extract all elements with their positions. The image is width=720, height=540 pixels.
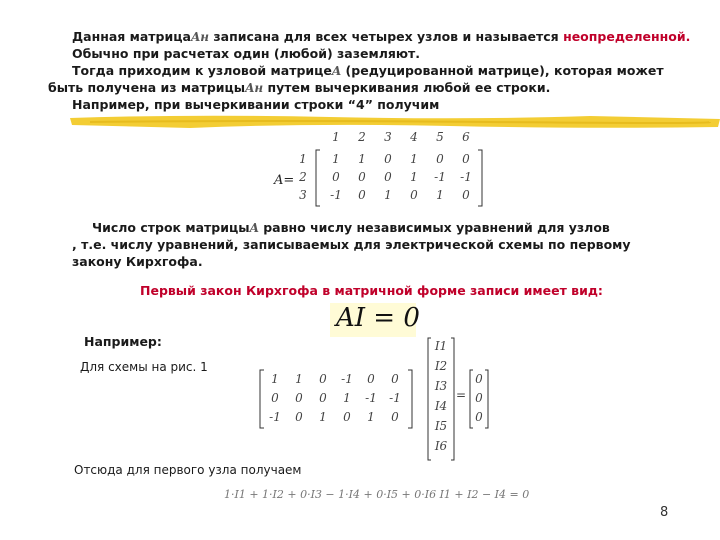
current-entry: I5 bbox=[434, 419, 448, 433]
example-label: Например: bbox=[84, 334, 162, 349]
para2-line1 bbox=[92, 220, 610, 236]
text-span: равно числу независимых уравнений для узлов bbox=[258, 220, 610, 235]
matrix-a-cell: 1 bbox=[436, 188, 444, 202]
matrix-a-col-header: 3 bbox=[384, 130, 392, 144]
matrix-a-cell: 0 bbox=[384, 152, 392, 166]
page-number: 8 bbox=[660, 505, 669, 520]
matrix-a-cell: 1 bbox=[410, 170, 418, 184]
matrix2-cell: 0 bbox=[295, 410, 303, 424]
current-entry: I3 bbox=[434, 379, 448, 393]
yellow-brush-divider bbox=[70, 110, 720, 132]
highlight-word: неопределенной. bbox=[563, 29, 691, 44]
matrix2-cell: 0 bbox=[343, 410, 351, 424]
matrix-a-cell: 0 bbox=[384, 170, 392, 184]
matrix-a-cell: -1 bbox=[460, 170, 472, 184]
matrix2-cell: 0 bbox=[391, 372, 399, 386]
matrix-symbol: Aн bbox=[190, 30, 210, 44]
text-span: Тогда приходим к узловой матрице bbox=[72, 63, 332, 78]
kirchhoff-law-title: Первый закон Кирхгофа в матричной форме записи имеет вид: bbox=[140, 283, 603, 298]
matrix-a-col-header: 4 bbox=[410, 130, 418, 144]
matrix-a-cell: 1 bbox=[384, 188, 392, 202]
matrix-a-col-header: 1 bbox=[332, 130, 340, 144]
node1-equation: 1·I1 + 1·I2 + 0·I3 − 1·I4 + 0·I5 + 0·I6 I1 + I2 − I4 = 0 bbox=[224, 488, 530, 501]
matrix2-cell: 1 bbox=[319, 410, 327, 424]
matrix-symbol: Aн bbox=[245, 81, 264, 95]
para2-line3: закону Кирхгофа. bbox=[72, 254, 203, 269]
current-entry: I2 bbox=[434, 359, 448, 373]
rhs-entry: 0 bbox=[475, 372, 483, 386]
matrix-a-cell: -1 bbox=[434, 170, 446, 184]
matrix-a-row-header: 2 bbox=[299, 170, 307, 184]
para1-line3 bbox=[72, 63, 664, 79]
rhs-entry: 0 bbox=[475, 410, 483, 424]
scheme-label: Для схемы на рис. 1 bbox=[80, 360, 208, 374]
matrix-a-cell: 1 bbox=[358, 152, 366, 166]
para1-line1 bbox=[72, 29, 690, 45]
matrix-a-col-header: 5 bbox=[436, 130, 444, 144]
matrix2-cell: 1 bbox=[295, 372, 303, 386]
matrix-a-col-header: 2 bbox=[358, 130, 366, 144]
matrix-a-cell: 0 bbox=[332, 170, 340, 184]
matrix-a-cell: -1 bbox=[330, 188, 342, 202]
matrix-a-cell: 0 bbox=[410, 188, 418, 202]
current-entry: I4 bbox=[434, 399, 448, 413]
matrix2-cell: 0 bbox=[319, 372, 327, 386]
matrix-a-cell: 0 bbox=[358, 170, 366, 184]
matrix2-cell: 0 bbox=[319, 391, 327, 405]
para1-line2: Обычно при расчетах один (любой) заземляют. bbox=[72, 46, 421, 61]
rhs-entry: 0 bbox=[475, 391, 483, 405]
current-entry: I1 bbox=[434, 339, 448, 353]
matrix-a-row-header: 1 bbox=[299, 152, 307, 166]
matrix2-cell: 1 bbox=[367, 410, 375, 424]
matrix-a-cell: 1 bbox=[332, 152, 340, 166]
matrix-a-row-header: 3 bbox=[299, 188, 307, 202]
text-span: записана для всех четырех узлов и называется bbox=[209, 29, 564, 44]
text-span: (редуцированной матрице), которая может bbox=[341, 63, 664, 78]
matrix2-cell: -1 bbox=[341, 372, 353, 386]
matrix2-cell: -1 bbox=[365, 391, 377, 405]
current-entry: I6 bbox=[434, 439, 448, 453]
matrix-a-label: A= bbox=[274, 173, 295, 188]
matrix2-cell: 0 bbox=[367, 372, 375, 386]
text-span: быть получена из матрицы bbox=[48, 80, 246, 95]
text-span: Число строк матрицы bbox=[92, 220, 250, 235]
para2-line2: , т.е. числу уравнений, записываемых для электрической схемы по первому bbox=[72, 237, 631, 252]
matrix-a-cell: 0 bbox=[358, 188, 366, 202]
matrix2-cell: 0 bbox=[295, 391, 303, 405]
text-span: Данная матрица bbox=[72, 29, 191, 44]
matrix-symbol: A bbox=[331, 64, 342, 78]
matrix-symbol: A bbox=[249, 221, 259, 235]
matrix2-cell: -1 bbox=[269, 410, 281, 424]
matrix-a-cell: 0 bbox=[462, 152, 470, 166]
para1-line5: Например, при вычеркивании строки “4” получим bbox=[72, 97, 440, 112]
matrix-a bbox=[270, 130, 490, 210]
matrix-a-col-header: 6 bbox=[462, 130, 470, 144]
matrix-a-cell: 0 bbox=[462, 188, 470, 202]
matrix2-cell: 1 bbox=[271, 372, 279, 386]
equals-sign: = bbox=[456, 388, 467, 402]
text-span: путем вычеркивания любой ее строки. bbox=[263, 80, 551, 95]
matrix-a-cell: 0 bbox=[436, 152, 444, 166]
matrix-a-cell: 1 bbox=[410, 152, 418, 166]
from-here-text: Отсюда для первого узла получаем bbox=[74, 463, 302, 477]
matrix2-cell: 1 bbox=[343, 391, 351, 405]
kirchhoff-formula: AI = 0 bbox=[336, 303, 420, 333]
matrix2-cell: 0 bbox=[391, 410, 399, 424]
matrix2-cell: -1 bbox=[389, 391, 401, 405]
para1-line4 bbox=[48, 80, 550, 96]
matrix2-cell: 0 bbox=[271, 391, 279, 405]
